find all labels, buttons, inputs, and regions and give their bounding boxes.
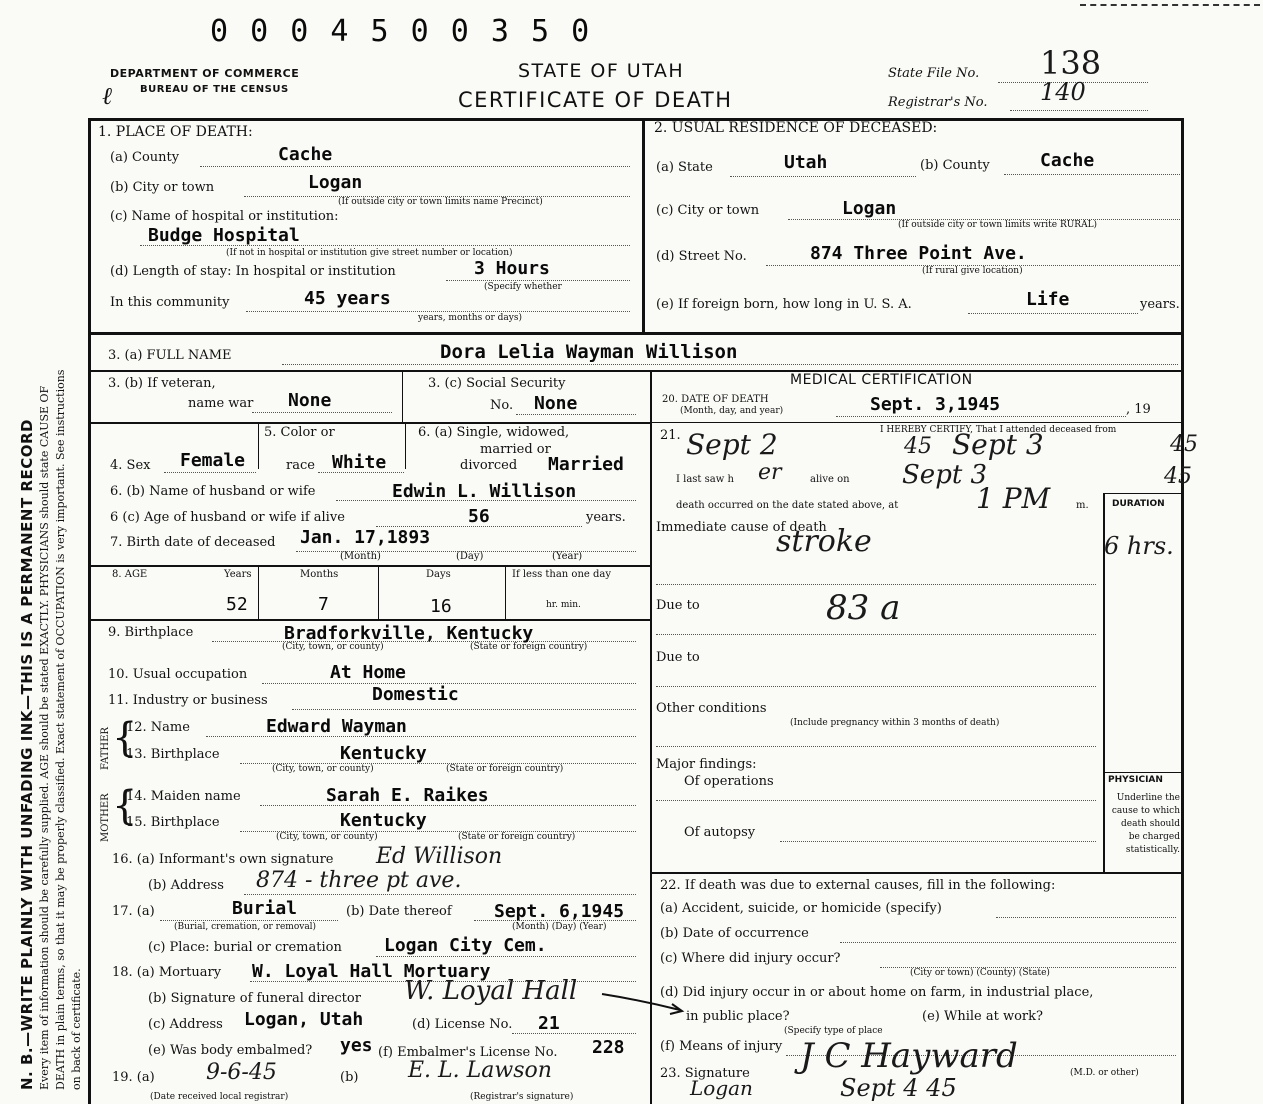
full-name: Dora Lelia Wayman Willison [440, 341, 738, 363]
mother-note-2: (State or foreign country) [458, 832, 576, 842]
less-than-day-label: If less than one day [512, 569, 611, 580]
state-title: STATE OF UTAH [518, 60, 685, 82]
check-mark: ℓ [102, 82, 112, 110]
community-note: years, months or days) [418, 313, 522, 323]
father-birthplace-label: 13. Birthplace [126, 747, 220, 762]
place-county-label: (a) County [110, 150, 180, 165]
operations-label: Of operations [684, 774, 774, 789]
director-label: (b) Signature of funeral director [148, 991, 361, 1006]
industry: Domestic [372, 684, 459, 705]
burial-date-note: (Month) (Day) (Year) [512, 922, 607, 932]
birth-day: (Day) [456, 551, 484, 562]
spouse-age: 56 [468, 506, 490, 527]
industry-label: 11. Industry or business [108, 693, 268, 708]
autopsy-label: Of autopsy [684, 825, 756, 840]
spouse-label: 6. (b) Name of husband or wife [110, 484, 316, 499]
hospital-note: (If not in hospital or institution give street number or location) [226, 248, 513, 258]
burial-method: Burial [232, 898, 298, 919]
place-city-label: (b) City or town [110, 180, 215, 195]
due1-label: Due to [656, 598, 700, 613]
father-side-label: FATHER [100, 727, 111, 770]
mortuary-label: 18. (a) Mortuary [112, 965, 222, 980]
res-city-note: (If outside city or town limits write RURAL) [898, 220, 1098, 230]
burial-date-label: (b) Date thereof [346, 904, 452, 919]
hospital-label: (c) Name of hospital or institution: [110, 209, 339, 224]
margin-warning: N. B.—WRITE PLAINLY WITH UNFADING INK—THIS IS A PERMANENT RECORD [18, 419, 36, 1090]
physician-box-title: PHYSICIAN [1108, 775, 1163, 785]
attended-from: Sept 2 [686, 428, 778, 461]
major-findings-label: Major findings: [656, 757, 757, 772]
signature-label: 23. Signature [660, 1066, 750, 1081]
embalmer-label: (f) Embalmer's License No. [378, 1045, 558, 1060]
days-label: Days [426, 569, 451, 580]
veteran-label: 3. (b) If veteran, [108, 376, 216, 391]
cause-label: Immediate cause of death [656, 520, 827, 535]
birth-label: 7. Birth date of deceased [110, 535, 276, 550]
physician-address: Logan [690, 1076, 753, 1100]
date-of-death: Sept. 3,1945 [870, 394, 1001, 415]
place-label: (c) Place: burial or cremation [148, 940, 342, 955]
birthplace-note-2: (State or foreign country) [470, 642, 588, 652]
birth-year: (Year) [552, 551, 583, 562]
res-foreign: Life [1026, 289, 1070, 310]
margin-instructions-3: on back of certificate. [70, 968, 83, 1090]
res-street: 874 Three Point Ave. [810, 243, 1027, 264]
state-file-number: 138 [1040, 44, 1102, 82]
birthplace-note-1: (City, town, or county) [282, 642, 384, 652]
external-d: (d) Did injury occur in or about home on farm, in industrial place, [660, 985, 1094, 1000]
mother-side-label: MOTHER [100, 793, 111, 842]
attended-to-year: 45 [1170, 432, 1198, 457]
margin-instructions-1: Every item of information should be carefully supplied. AGE should be stated EXACTLY. PHYSICIANS should state CAUSE OF [38, 385, 51, 1090]
burial-place: Logan City Cem. [384, 935, 547, 956]
res-foreign-label: (e) If foreign born, how long in U. S. A. [656, 297, 912, 312]
race-value: White [332, 452, 387, 473]
burial-note: (Burial, cremation, or removal) [174, 922, 317, 932]
res-foreign-unit: years. [1140, 297, 1180, 312]
burial-label: 17. (a) [112, 904, 155, 919]
spouse-value: Edwin L. Willison [392, 481, 577, 502]
residence-heading: 2. USUAL RESIDENCE OF DECEASED: [654, 120, 938, 136]
director-signature: W. Loyal Hall [404, 976, 578, 1006]
registrar-label: Registrar's No. [888, 95, 988, 110]
mortuary-address: Logan, Utah [244, 1009, 364, 1030]
registrar-b-label: (b) [340, 1070, 359, 1085]
bureau-label: BUREAU OF THE CENSUS [140, 84, 289, 95]
marital-value: Married [548, 454, 624, 475]
last-saw-pronoun: er [758, 460, 782, 485]
veteran-label-2: name war [188, 396, 254, 411]
father-note-2: (State or foreign country) [446, 764, 564, 774]
state-file-label: State File No. [888, 66, 980, 81]
embalmed-label: (e) Was body embalmed? [148, 1043, 313, 1058]
duration-label: DURATION [1112, 499, 1165, 509]
mother-birthplace-label: 15. Birthplace [126, 815, 220, 830]
due2-label: Due to [656, 650, 700, 665]
ss-value: None [534, 393, 578, 414]
res-state-label: (a) State [656, 160, 713, 175]
res-city-label: (c) City or town [656, 203, 760, 218]
birthplace: Bradforkville, Kentucky [284, 623, 534, 644]
color-label: 5. Color or [264, 425, 335, 440]
alive-year: 45 [1164, 464, 1192, 489]
spouse-age-label: 6 (c) Age of husband or wife if alive [110, 510, 345, 525]
age-years: 52 [226, 594, 248, 615]
cert-statement: I HEREBY CERTIFY, That I attended deceased from [880, 425, 1117, 435]
informant-signature: Ed Willison [376, 844, 503, 869]
ss-label: 3. (c) Social Security [428, 376, 566, 391]
due1-value: 83 a [826, 588, 901, 628]
external-c: (c) Where did injury occur? [660, 951, 841, 966]
place-city: Logan [308, 172, 363, 193]
md-label: (M.D. or other) [1070, 1068, 1139, 1078]
external-d2: in public place? [686, 1009, 790, 1024]
res-county-label: (b) County [920, 158, 990, 173]
registrar-note-2: (Registrar's signature) [470, 1092, 574, 1102]
certificate-title: CERTIFICATE OF DEATH [458, 88, 733, 112]
res-county: Cache [1040, 150, 1095, 171]
res-state: Utah [784, 152, 828, 173]
stay-note: (Specify whether [484, 282, 562, 292]
place-county: Cache [278, 144, 333, 165]
birthplace-label: 9. Birthplace [108, 625, 194, 640]
stay-label: (d) Length of stay: In hospital or institution [110, 264, 396, 279]
other-conditions-label: Other conditions [656, 701, 767, 716]
attended-to: Sept 3 [952, 428, 1044, 461]
sex-value: Female [180, 450, 246, 471]
dod-tail: , 19 [1126, 402, 1151, 417]
years-label: Years [224, 569, 252, 580]
registrar-date-label: 19. (a) [112, 1070, 155, 1085]
margin-instructions-2: DEATH in plain terms, so that it may be properly classified. Exact statement of OCCUPATION is very important. See instructions [54, 369, 67, 1090]
marital-label-2: married or [480, 442, 551, 457]
res-city: Logan [842, 198, 897, 219]
age-days: 16 [430, 596, 452, 617]
last-saw-label: I last saw h [676, 474, 734, 485]
alive-label: alive on [810, 474, 850, 485]
physician-signature: J C Hayward [800, 1036, 1018, 1076]
race-label: race [286, 458, 315, 473]
corner-mark [1080, 4, 1260, 14]
address-label: (c) Address [148, 1017, 223, 1032]
registrar-note-1: (Date received local registrar) [150, 1092, 289, 1102]
veteran-value: None [288, 390, 332, 411]
marital-label-3: divorced [460, 458, 518, 473]
occupation: At Home [330, 662, 406, 683]
license-label: (d) License No. [412, 1017, 513, 1032]
father-name: Edward Wayman [266, 716, 407, 737]
stay-value: 3 Hours [474, 258, 550, 279]
external-a: (a) Accident, suicide, or homicide (specify) [660, 901, 942, 916]
physician-date: Sept 4 45 [840, 1074, 957, 1102]
occurred-label: death occurred on the date stated above, at [676, 500, 899, 511]
alive-on: Sept 3 [902, 460, 988, 490]
sex-label: 4. Sex [110, 458, 151, 473]
age-label: 8. AGE [112, 569, 148, 580]
community-value: 45 years [304, 288, 391, 309]
hr-min-label: hr. min. [546, 600, 581, 610]
mother-name: Sarah E. Raikes [326, 785, 489, 806]
birth-date: Jan. 17,1893 [300, 527, 431, 548]
external-heading: 22. If death was due to external causes, fill in the following: [660, 878, 1056, 893]
arrow-mark [600, 990, 690, 1020]
cert-21-label: 21. [660, 428, 681, 443]
time-of-death: 1 PM [976, 482, 1051, 515]
birth-month: (Month) [340, 551, 381, 562]
mother-birthplace: Kentucky [340, 810, 427, 831]
death-certificate: 0 0 0 4 5 0 0 3 5 0 DEPARTMENT OF COMMERCE BUREAU OF THE CENSUS STATE OF UTAH CERTIFICATE OF DEATH State File No. 138 Registrar's No. 140 ℓ N. B.—WRITE PLAINLY WITH UNFADING INK—THIS IS A PERMANENT RECORD Every item of information should be carefully supplied. AGE should be stated EXACTLY. PHYSICIANS should state CAUSE OF DEATH in plain terms, so that it may be properly classified. Exact statement of OCCUPATION is very important. See instructions on back of certificate. 1. PLACE OF DEATH: (a) County Cache (b) City or town Logan (If outside city or town limits name Precinct) (c) Name of hospital or institution: Budge Hospital (If not in hospital or institution give street number or location) (d) Length of stay: In hospital or institution 3 Hours (Specify whether In this community 45 years years, months or days) 2. USUAL RESIDENCE OF DECEASED: (a) State Utah (b) County Cache (c) City or town Logan (If outside city or town limits write RURAL) (d) Street No. 874 Three Point Ave. (If rural give location) (e) If foreign born, how long in U. S. A. Life years. 3. (a) FULL NAME Dora Lelia Wayman Willison 3. (b) If veteran, name war None 3. (c) Social Security No. None MEDICAL CERTIFICATION 20. DATE OF DEATH (Month, day, and year) Sept. 3,1945 , 19 5. Color or 6. (a) Single, widowed, married or divorced 4. Sex Female race White Married 6. (b) Name of husband or wife Edwin L. Willison 6 (c) Age of husband or wife if alive 56 years. 7. Birth date of deceased Jan. 17,1893 (Month) (Day) (Year) 8. AGE Years Months Days If less than one day 52 7 16 hr. min. 9. Birthplace Bradforkville, Kentucky (City, town, or county) (State or foreign country) 10. Usual occupation At Home 11. Industry or business Domestic FATHER { 12. Name Edward Wayman 13. Birthplace Kentucky (City, town, or county) (State or foreign country) MOTHER { 14. Maiden name Sarah E. Raikes 15. Birthplace Kentucky (City, town, or county) (State or foreign country) 16. (a) Informant's own signature Ed Willison (b) Address 874 - three pt ave. 17. (a) Burial (Burial, cremation, or removal) (b) Date thereof Sept. 6,1945 (Month) (Day) (Year) (c) Place: burial or cremation Logan City Cem. 18. (a) Mortuary W. Loyal Hall Mortuary (b) Signature of funeral director W. Loyal Hall (c) Address Logan, Utah (d) License No. 21 (e) Was body embalmed? yes (f) Embalmer's License No. 228 19. (a) 9-6-45 (b) E. L. Lawson (Date received local registrar) (Registrar's signature) 21. I HEREBY CERTIFY, That I attended deceased from Sept 2 45 Sept 3 45 I last saw h er alive on Sept 3 45 death occurred on the date stated above, at 1 PM m. DURATION Immediate cause of death stroke 6 hrs. Due to 83 a Due to Other conditions (Include pregnancy within 3 months of death) Major findings: Of operations Of autopsy PHYSICIAN Underline the cause to which death should be charged statistically. 22. If death was due to external causes, fill in the following: (a) Accident, suicide, or homicide (specify) (b) Date of occurrence (c) Where did injury occur? (City or town) (County) (State) (d) Did injury occur in or about home on farm, in industrial place, in public place? (Specify type of place (e) While at work? (f) Means of injury 23. Signature J C Hayward (M.D. or other) Logan Sept 4 45 [0, 0, 1263, 1104]
res-street-label: (d) Street No. [656, 249, 747, 264]
res-street-note: (If rural give location) [922, 266, 1023, 276]
other-conditions-note: (Include pregnancy within 3 months of death) [790, 718, 1000, 728]
mortuary: W. Loyal Hall Mortuary [252, 961, 491, 982]
informant-label: 16. (a) Informant's own signature [112, 852, 334, 867]
attended-from-year: 45 [904, 434, 932, 459]
community-label: In this community [110, 295, 230, 310]
months-label: Months [300, 569, 339, 580]
embalmed: yes [340, 1035, 373, 1056]
mother-note-1: (City, town, or county) [276, 832, 378, 842]
burial-date: Sept. 6,1945 [494, 901, 625, 922]
external-e: (e) While at work? [922, 1009, 1043, 1024]
medical-heading: MEDICAL CERTIFICATION [790, 372, 973, 388]
informant-address: 874 - three pt ave. [256, 868, 462, 893]
external-f: (f) Means of injury [660, 1039, 783, 1054]
place-city-note: (If outside city or town limits name Precinct) [338, 197, 543, 207]
full-name-label: 3. (a) FULL NAME [108, 348, 232, 363]
physician-box-text: Underline the cause to which death should be charged statistically. [1111, 793, 1180, 855]
age-months: 7 [318, 594, 329, 615]
certificate-number: 0 0 0 4 5 0 0 3 5 0 [210, 14, 592, 49]
registrar-number: 140 [1040, 78, 1086, 106]
external-b: (b) Date of occurrence [660, 926, 809, 941]
place-heading: 1. PLACE OF DEATH: [98, 124, 253, 140]
dept-label: DEPARTMENT OF COMMERCE [110, 67, 300, 80]
m-label: m. [1076, 500, 1089, 511]
mother-name-label: 14. Maiden name [126, 789, 241, 804]
duration-value: 6 hrs. [1104, 532, 1174, 560]
dod-label: 20. DATE OF DEATH [662, 394, 769, 405]
ss-label-2: No. [490, 398, 514, 413]
marital-label-1: 6. (a) Single, widowed, [418, 425, 570, 440]
hospital-name: Budge Hospital [148, 225, 300, 246]
father-note-1: (City, town, or county) [272, 764, 374, 774]
license-no: 21 [538, 1013, 560, 1034]
spouse-age-unit: years. [586, 510, 626, 525]
occupation-label: 10. Usual occupation [108, 667, 248, 682]
registrar-date: 9-6-45 [206, 1060, 277, 1085]
dod-note: (Month, day, and year) [680, 406, 784, 416]
external-c-note: (City or town) (County) (State) [910, 968, 1050, 978]
father-birthplace: Kentucky [340, 743, 427, 764]
external-d-note: (Specify type of place [784, 1026, 883, 1036]
embalmer-no: 228 [592, 1037, 625, 1058]
father-name-label: 12. Name [126, 720, 190, 735]
inf-address-label: (b) Address [148, 878, 224, 893]
registrar-signature: E. L. Lawson [408, 1058, 552, 1083]
cause-of-death: stroke [776, 524, 872, 559]
